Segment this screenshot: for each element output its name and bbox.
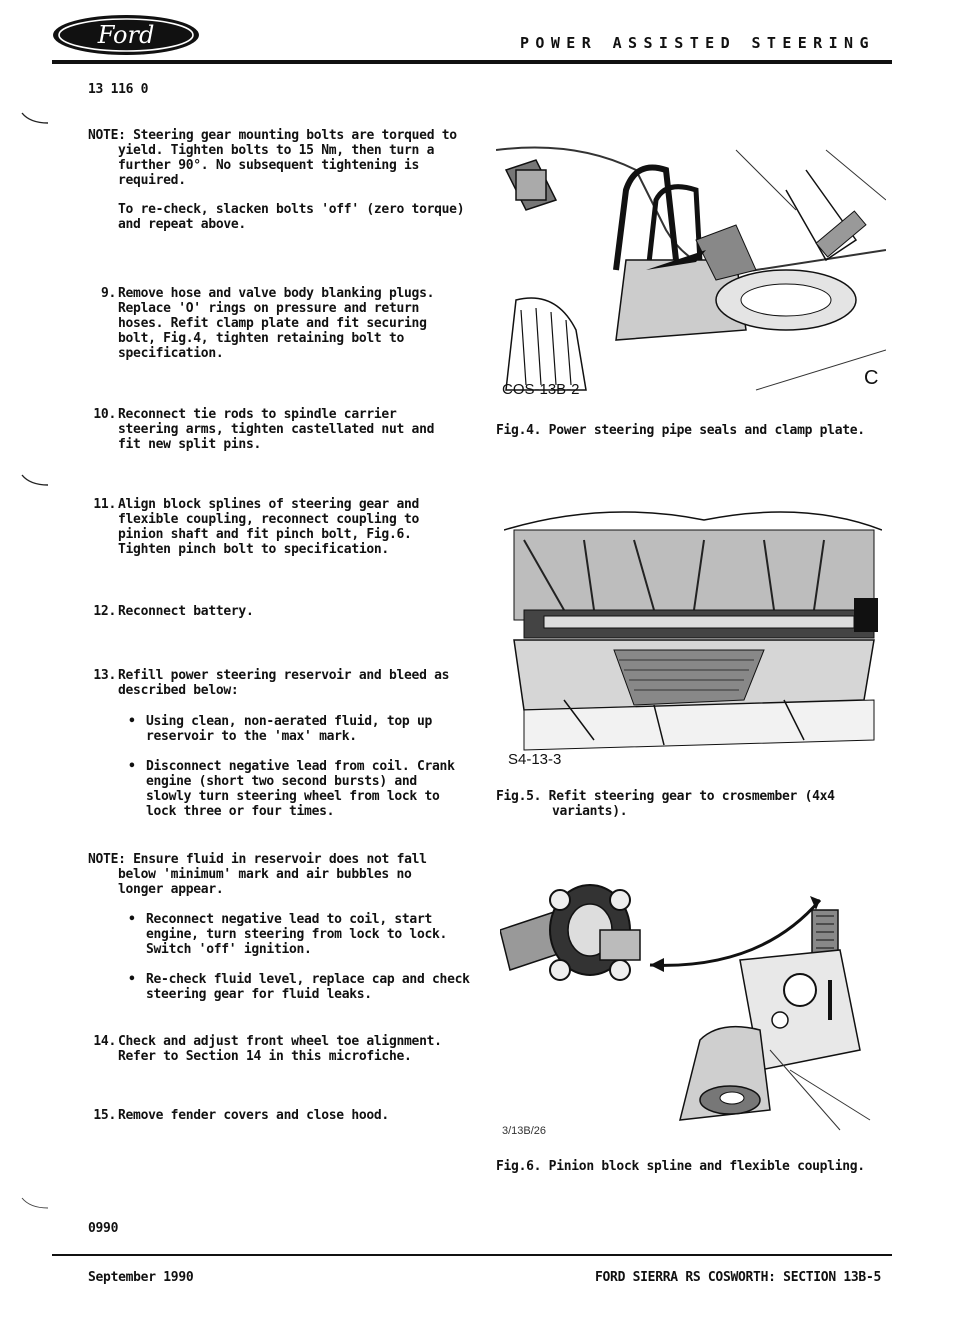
step-line: Reconnect battery. [118,604,254,619]
bullet-line: Re-check fluid level, replace cap and check [146,972,470,987]
note-line: To re-check, slacken bolts 'off' (zero torque) [118,202,465,217]
step-line: flexible coupling, reconnect coupling to [118,512,420,527]
step-line: Tighten pinch bolt to specification. [118,542,389,557]
footer-rule [52,1254,892,1256]
footer-title: FORD SIERRA RS COSWORTH: SECTION 13B-5 [595,1270,882,1285]
note-line: NOTE: Ensure fluid in reservoir does not fall [88,852,427,867]
step-number: 15. [93,1108,116,1123]
note-line: further 90°. No subsequent tightening is [118,158,420,173]
figure-5-caption [496,789,835,819]
header-rule [52,60,892,64]
step-line: Remove hose and valve body blanking plugs. [118,286,435,301]
bullet-line: Disconnect negative lead from coil. Crank [146,759,455,774]
bullet-line: engine, turn steering from lock to lock. [146,927,448,942]
bullet-icon: • [128,972,136,987]
page-title: POWER ASSISTED STEERING [520,34,875,52]
step-line: Reconnect tie rods to spindle carrier [118,407,397,422]
note-line: longer appear. [118,882,224,897]
step-number: 9. [100,286,116,301]
figure-6-label: 3/13B/26 [502,1125,547,1137]
step-number: 10. [93,407,116,422]
note-top [88,128,488,232]
note-line: below 'minimum' mark and air bubbles no [118,867,412,882]
figure-4-caption: Fig.4. Power steering pipe seals and clamp plate. [496,423,865,438]
figure-5-caption-line: variants). [552,804,628,819]
step-line: Remove fender covers and close hood. [118,1108,389,1123]
note-line: and repeat above. [118,217,246,232]
step-line: specification. [118,346,224,361]
step-line: Align block splines of steering gear and [118,497,420,512]
section-code: 13 116 0 [88,82,149,97]
margin-mark [20,1195,50,1214]
step-line: described below: [118,683,239,698]
bullet-line: engine (short two second bursts) and [146,774,417,789]
step-line: fit new split pins. [118,437,262,452]
bullet-icon: • [128,714,136,729]
note-line: yield. Tighten bolts to 15 Nm, then turn a [118,143,435,158]
bullet-icon: • [128,759,136,774]
figure-4-label: COS-13B-2 [502,381,580,398]
figure-5-illustration [504,500,882,768]
figure-4-illustration [496,130,886,402]
figure-6-caption: Fig.6. Pinion block spline and flexible coupling. [496,1159,865,1174]
bullet-icon: • [128,912,136,927]
step-line: pinion shaft and fit pinch bolt, Fig.6. [118,527,412,542]
bullet-line: Reconnect negative lead to coil, start [146,912,433,927]
page-code: 0990 [88,1221,119,1236]
bullet-line: reservoir to the 'max' mark. [146,729,357,744]
step-line: Refill power steering reservoir and bleed as [118,668,450,683]
figure-6-illustration [500,870,882,1140]
step-line: bolt, Fig.4, tighten retaining bolt to [118,331,405,346]
note-fluid [88,852,488,897]
note-line: required. [118,173,186,188]
figure-5-label: S4-13-3 [508,751,562,768]
bullet-line: lock three or four times. [146,804,335,819]
step-line: hoses. Refit clamp plate and fit securing [118,316,427,331]
bullet-line: steering gear for fluid leaks. [146,987,372,1002]
step-number: 13. [93,668,116,683]
step-line: Check and adjust front wheel toe alignment. [118,1034,442,1049]
note-line: NOTE: Steering gear mounting bolts are torqued to [88,128,457,143]
step-number: 14. [93,1034,116,1049]
figure-5-caption-line: Fig.5. Refit steering gear to crosmember (4x4 [496,789,835,804]
step-line: Replace 'O' rings on pressure and return [118,301,420,316]
bullet-line: Using clean, non-aerated fluid, top up [146,714,433,729]
step-line: steering arms, tighten castellated nut and [118,422,435,437]
margin-mark [20,472,50,491]
bullet-line: slowly turn steering wheel from lock to [146,789,440,804]
ford-logo [52,14,200,56]
margin-mark [20,110,50,129]
figure-4-corner-letter: C [864,367,879,389]
bullet-line: Switch 'off' ignition. [146,942,312,957]
step-number: 12. [93,604,116,619]
step-line: Refer to Section 14 in this microfiche. [118,1049,412,1064]
step-number: 11. [93,497,116,512]
ford-logo-text: Ford [97,21,155,49]
footer-date: September 1990 [88,1270,194,1285]
